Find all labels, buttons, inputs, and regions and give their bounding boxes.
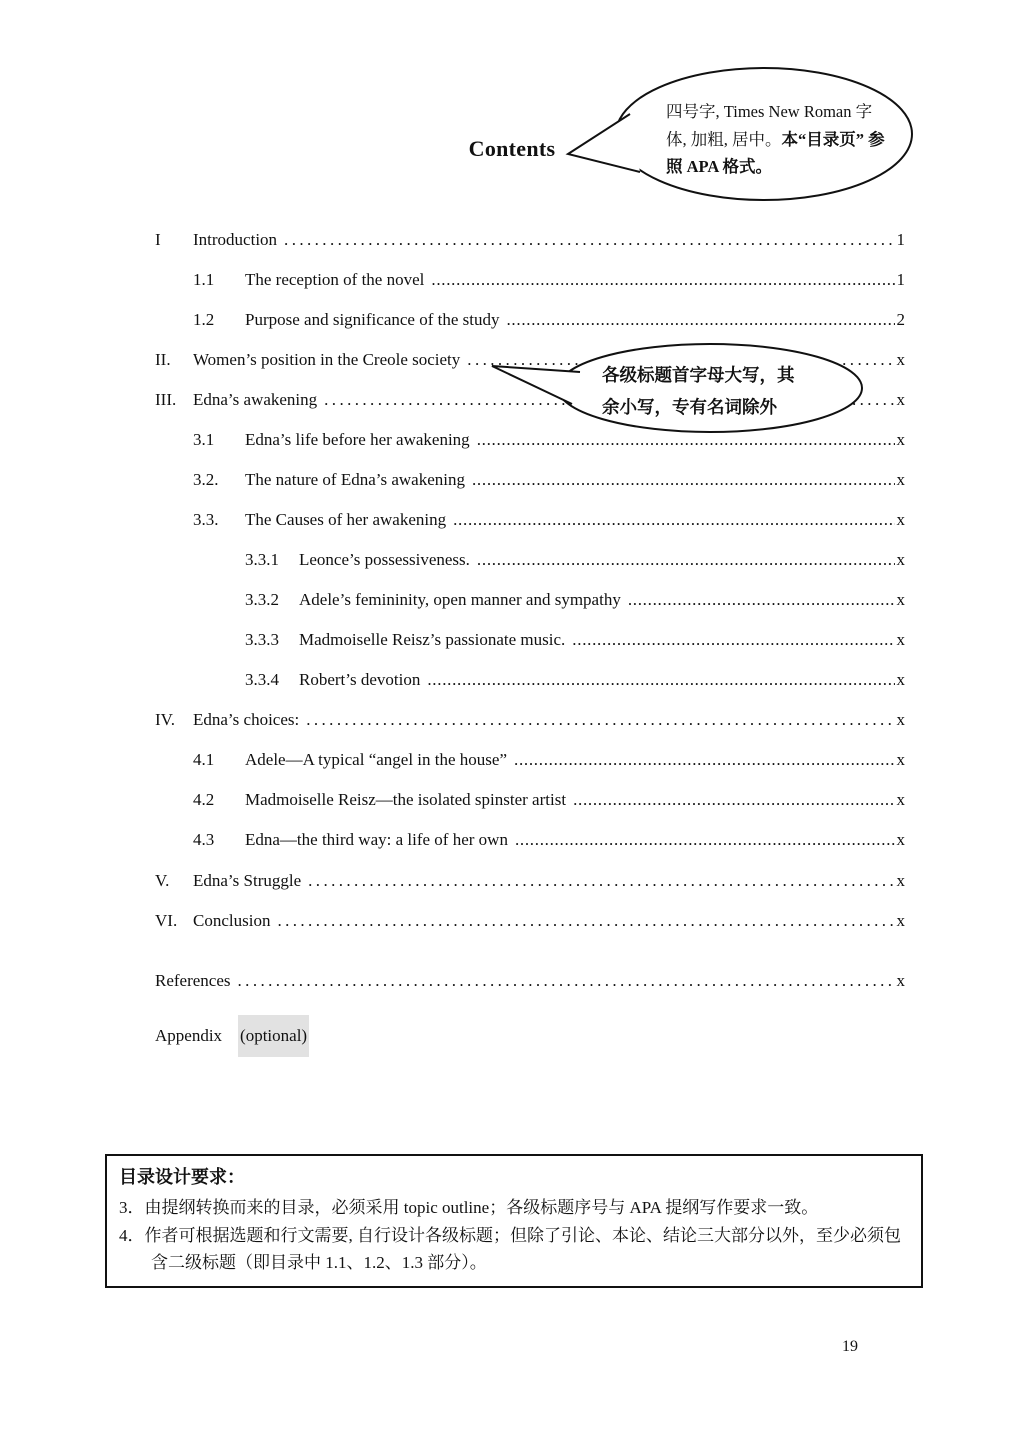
toc-entry-label: Women’s position in the Creole society [193,350,461,369]
toc-entry-page: x [896,430,905,449]
toc-entry [155,1015,905,1055]
toc-entry-number: 3.3.3 [245,630,279,649]
toc-entry-page: x [896,750,905,769]
toc-entry-page: x [896,710,905,729]
toc-entry-page: x [896,911,905,930]
toc-entry-number: 1.2 [193,310,215,329]
toc-entry-label: Madmoiselle Reisz’s passionate music. [299,630,566,649]
toc-entry [155,260,905,300]
toc-entry-label: Introduction [193,230,278,249]
toc-entry-label: Leonce’s possessiveness. [299,550,470,569]
requirement-item: 3．由提纲转换而来的目录，必须采用 topic outline；各级标题序号与 APA 提纲写作要求一致。 [119,1198,819,1218]
toc-entry-number: 3.2. [193,470,219,489]
requirement-item: 4．作者可根据选题和行文需要, 自行设计各级标题；但除了引论、本论、结论三大部分以外，至少必须包含二级标题（即目录中 1.1、1.2、1.3 部分）。 [119,1225,901,1273]
toc-entry-number: II. [155,350,171,369]
toc-entry-suffix-highlighted: (optional) [238,1015,309,1057]
toc-entry-page: x [896,390,905,409]
toc-leader-dots [306,700,894,740]
page-title: Contents [468,136,556,161]
toc-leader-dots [277,901,894,941]
toc-entry [155,620,905,660]
toc-entry-label: Adele—A typical “angel in the house” [245,750,507,769]
headings-annotation-callout [490,340,868,440]
toc-entry-label: Edna’s awakening [193,390,318,409]
toc-leader-dots [427,660,894,700]
requirements-heading: 目录设计要求： [119,1167,245,1187]
toc-entry [155,460,905,500]
toc-entry-page: x [896,510,905,529]
toc-entry-page: x [896,790,905,809]
toc-entry [155,580,905,620]
toc-entry-number: 3.1 [193,430,215,449]
toc-leader-dots [628,580,895,620]
toc-entry [155,820,905,860]
toc-entry [155,540,905,580]
toc-leader-dots [573,780,894,820]
toc-entry-page: 2 [896,310,905,329]
toc-entry-label: Edna’s life before her awakening [245,430,470,449]
toc-leader-dots [431,260,894,300]
toc-entry-number: V. [155,871,170,890]
toc-entry-label: Conclusion [193,911,271,930]
title-annotation-bold: 本“目录页” 参照 APA 格式。 [666,129,885,177]
toc-entry-page: x [896,550,905,569]
toc-leader-dots [308,861,894,901]
toc-entry-number: 3.3.4 [245,670,279,689]
toc-entry-number: 3.3.2 [245,590,279,609]
toc-entry-label: Robert’s devotion [299,670,421,689]
toc-leader-dots [572,620,894,660]
toc-entry [155,300,905,340]
toc-leader-dots [238,961,895,1001]
toc-entry-label: Edna—the third way: a life of her own [245,830,508,849]
headings-annotation-text: 各级标题首字母大写，其余小写，专有名词除外 [602,365,795,417]
toc-leader-dots [514,740,895,780]
toc-entry-page: x [896,670,905,689]
toc-entry-number: 4.2 [193,790,215,809]
toc-leader-dots [477,540,895,580]
toc-leader-dots [515,820,895,860]
toc-leader-dots [284,220,894,260]
toc-entry [155,500,905,540]
toc-entry-label: The reception of the novel [245,270,425,289]
toc-entry-label: Purpose and significance of the study [245,310,500,329]
toc-entry [155,660,905,700]
toc-entry [155,700,905,740]
toc-entry [155,861,905,901]
title-annotation-text [666,98,886,181]
toc-entry [155,220,905,260]
toc-entry-page: x [896,350,905,369]
title-annotation-callout [556,62,916,210]
toc-entry-number: I [155,230,161,249]
page-number: 19 [842,1338,858,1355]
toc-leader-dots [506,300,894,340]
toc-entry-label: Adele’s femininity, open manner and sympathy [299,590,621,609]
toc-entry-page: x [896,971,905,990]
toc-entry [155,901,905,941]
toc-entry-number: 1.1 [193,270,215,289]
toc-entry [155,740,905,780]
toc-leader-dots [472,460,895,500]
toc-entry-label: Appendix [155,1026,223,1045]
toc-entry-label: The nature of Edna’s awakening [245,470,465,489]
toc-entry-label: Edna’s choices: [193,710,300,729]
toc-entry [155,780,905,820]
toc-entry-page: 1 [896,230,905,249]
toc-entry-page: x [896,470,905,489]
toc-entry-number: 4.3 [193,830,215,849]
toc-entry-label: The Causes of her awakening [245,510,447,529]
toc-entry-number: 3.3.1 [245,550,279,569]
toc-entry-number: 4.1 [193,750,215,769]
toc-entry-number: VI. [155,911,178,930]
toc-entry-label: Madmoiselle Reisz—the isolated spinster artist [245,790,567,809]
toc-entry-page: 1 [896,270,905,289]
toc-entry-number: 3.3. [193,510,219,529]
toc-leader-dots [453,500,894,540]
toc-requirements-box [105,1154,923,1288]
toc-entry-page: x [896,830,905,849]
toc-entry-number: IV. [155,710,175,729]
toc-entry-page: x [896,871,905,890]
toc-entry [155,961,905,1001]
toc-entry-label: Edna’s Struggle [193,871,302,890]
toc-entry-page: x [896,630,905,649]
toc-entry-page: x [896,590,905,609]
toc-entry-label: References [155,971,231,990]
toc-entry-number: III. [155,390,177,409]
title-annotation-regular: 四号字, Times New Roman 字体, 加粗, 居中。 [666,102,873,149]
